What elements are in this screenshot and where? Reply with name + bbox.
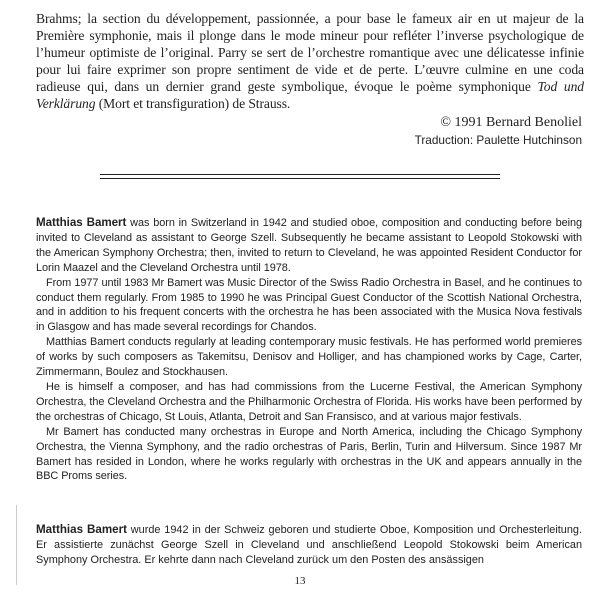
margin-mark [16, 505, 17, 585]
german-paragraph-1 [36, 523, 582, 568]
copyright-line: © 1991 Bernard Benoliel [440, 115, 582, 130]
page-number: 13 [294, 575, 306, 587]
english-paragraph-1-text: was born in Switzerland in 1942 and studied oboe, composition and conducting before being invited to Cleveland as assistant to George Szell. Subsequently he became assistant to Leopold Stokowski with the American Symphony Orchestra; then, invited to return to Cleveland, he was appointed Resident Conductor for Lorin Maazel and the Cleveland Orchestra until 1978. [36, 217, 583, 274]
german-bio-name: Matthias Bamert [36, 523, 127, 536]
english-paragraph-4: He is himself a composer, and has had commissions from the Lucerne Festival, the American Symphony Orchestra, the Cleveland Orchestra and the Philharmonic Orchestra of Florida. His works have been performed by the orchestras of Chicago, St Louis, Atlanta, Detroit and San Fransisco, and at various major festivals. [36, 380, 582, 423]
english-paragraph-1 [36, 216, 582, 276]
english-paragraph-5: Mr Bamert has conducted many orchestras in Europe and North America, including the Chicago Symphony Orchestra, the Vienna Symphony, and the radio orchestras of Paris, Berlin, Turin and Hilversum. Since 1987 Mr Bamert has resided in London, where he works regularly with orchestras in the UK and appears annually in the BBC Proms series. [36, 425, 582, 483]
work-title: Tod und Verklärung [36, 79, 584, 111]
english-paragraph-2: From 1977 until 1983 Mr Bamert was Music Director of the Swiss Radio Orchestra in Basel, and he continues to conduct them regularly. From 1985 to 1990 he was Principal Guest Conductor of the Scottish National Orchestra, and in addition to his frequent concerts with the orchestra he has been associated with the Musica Nova festivals in Glasgow and has made several recordings for Chandos. [36, 276, 582, 334]
separator-line-top [100, 174, 500, 175]
translation-credit: Traduction: Paulette Hutchinson [414, 133, 582, 147]
french-text-before-title: Brahms; la section du développement, passionnée, a pour base le fameux air en ut majeur de la Première symphonie, mais il plonge dans le mode mineur pour refléter l’inverse psychologique de l’humeur optimiste de l’original. Parry se sert de l’orchestre romantique avec une délicatesse infinie pour lui faire exprimer son propre sentiment de vide et de perte. L’œuvre culmine en une coda radieuse qui, dans un dernier grand geste symbolique, évoque le poème symphonique [36, 11, 584, 94]
french-text-block [36, 10, 584, 112]
english-paragraph-3: Matthias Bamert conducts regularly at leading contemporary music festivals. He has performed world premieres of works by such composers as Takemitsu, Denisov and Holliger, and has championed works by Cage, Carter, Zimmermann, Boulez and Stockhausen. [36, 336, 582, 379]
english-bio-name: Matthias Bamert [36, 216, 127, 229]
french-text-after-title: (Mort et transfiguration) de Strauss. [95, 96, 291, 111]
german-paragraph-1-text: wurde 1942 in der Schweiz geboren und studierte Oboe, Komposition und Orchesterleitung. Er assistierte zunächst George Szell in Cleveland und anschließend Leopold Stokowski beim American Symphony Orchestra. Er kehrte dann nach Cleveland zurück um den Posten des ansässigen [36, 524, 582, 566]
english-biography [36, 216, 582, 484]
french-paragraph [36, 10, 584, 112]
separator-line-bottom [100, 178, 500, 179]
signature-block [22, 114, 582, 149]
german-biography [36, 523, 582, 568]
